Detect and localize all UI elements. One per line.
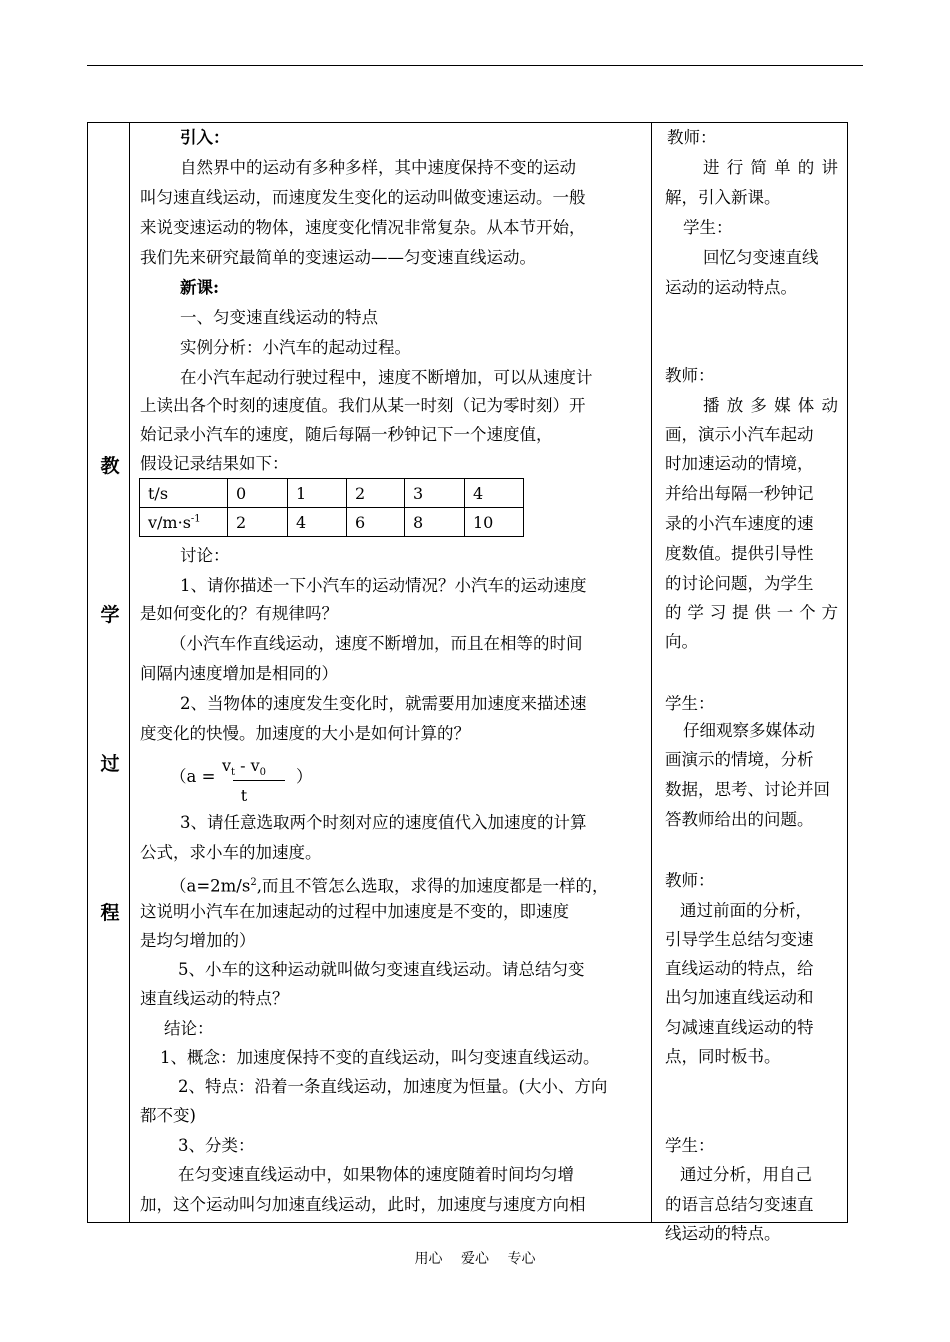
header-rule: [87, 65, 863, 66]
text-line: 出匀加速直线运动和: [665, 988, 814, 1007]
section-title: 一、匀变速直线运动的特点: [180, 308, 378, 327]
text-line: （$a=2m/s^2$,而且不管怎么选取，求得的加速度都是一样的，: [170, 876, 609, 896]
text-line: 间隔内速度增加是相同的）: [140, 664, 338, 683]
column-divider-right: [651, 122, 652, 1223]
text-line: 结论：: [164, 1019, 214, 1038]
text-line: 这说明小汽车在加速起动的过程中加速度是不变的，即速度: [140, 902, 569, 921]
role-label: 教师：: [665, 366, 715, 385]
text-line: 仔细观察多媒体动: [683, 721, 815, 740]
text-line: （小汽车作直线运动，速度不断增加，而且在相等的时间: [170, 634, 583, 653]
text-line: 录的小汽车速度的速: [665, 514, 814, 533]
text-line: 我们先来研究最简单的变速运动——匀变速直线运动。: [140, 248, 536, 267]
table-cell: t/s: [140, 479, 228, 508]
text-line: 点，同时板书。: [665, 1047, 781, 1066]
text-line: 自然界中的运动有多种多样，其中速度保持不变的运动: [180, 158, 576, 177]
text-line: 在小汽车起动行驶过程中，速度不断增加，可以从速度计: [180, 368, 593, 387]
text-line: 始记录小汽车的速度，随后每隔一秒钟记下一个速度值，: [140, 425, 553, 444]
table-cell: 3: [405, 479, 465, 508]
fraction-bar: [233, 780, 285, 781]
text-line: 上读出各个时刻的速度值。我们从某一时刻（记为零时刻）开: [140, 396, 586, 415]
text-line: 向。: [665, 632, 698, 651]
text-line: 通过前面的分析，: [680, 901, 812, 920]
text-line: 叫匀速直线运动，而速度发生变化的运动叫做变速运动。一般: [140, 188, 586, 207]
text-line: 实例分析：小汽车的起动过程。: [180, 338, 411, 357]
text-line: 速直线运动的特点？: [140, 989, 289, 1008]
side-label-char: 过: [100, 753, 120, 775]
role-label: 教师：: [667, 128, 717, 147]
text-line: 线运动的特点。: [665, 1224, 781, 1243]
text-line: 3、请任意选取两个时刻对应的速度值代入加速度的计算: [180, 813, 587, 832]
table-cell: 4: [465, 479, 524, 508]
text-line: 回忆匀变速直线: [703, 248, 819, 267]
text-line: 都不变): [140, 1106, 196, 1125]
velocity-data-table: [139, 478, 524, 537]
text-line: 是如何变化的？有规律吗？: [140, 604, 338, 623]
table-row: [140, 508, 524, 537]
table-cell: 2: [228, 508, 288, 537]
text-line: 播 放 多 媒 体 动: [703, 396, 838, 415]
side-label-char: 程: [100, 902, 120, 924]
role-label: 学生：: [665, 694, 715, 713]
table-cell: [140, 508, 228, 537]
text-line: 是均匀增加的）: [140, 931, 256, 950]
formula-numerator: $v_t - v_0$: [221, 756, 267, 779]
text-line: 运动的运动特点。: [665, 278, 797, 297]
formula-denominator: t: [240, 786, 248, 805]
intro-heading: 引入：: [180, 128, 230, 147]
table-cell: 8: [405, 508, 465, 537]
text-line: 数据，思考、讨论并回: [665, 780, 830, 799]
text-line: 2、特点：沿着一条直线运动，加速度为恒量。(大小、方向: [178, 1077, 608, 1096]
unit-label: v/m·s: [148, 512, 191, 532]
text-line: 度数值。提供引导性: [665, 544, 814, 563]
text-line: 并给出每隔一秒钟记: [665, 484, 814, 503]
side-label-char: 学: [100, 604, 120, 626]
text-line: 公式，求小车的加速度。: [140, 843, 322, 862]
table-row: [140, 479, 524, 508]
role-label: 学生：: [683, 218, 733, 237]
table-cell: 0: [228, 479, 288, 508]
text-line: 的语言总结匀变速直: [665, 1195, 814, 1214]
text-line: 画，演示小汽车起动: [665, 425, 814, 444]
text-line: 在匀变速直线运动中，如果物体的速度随着时间均匀增: [178, 1165, 574, 1184]
text-line: 度变化的快慢。加速度的大小是如何计算的？: [140, 724, 470, 743]
text-line: 5、小车的这种运动就叫做匀变速直线运动。请总结匀变: [178, 960, 585, 979]
formula-close: ）: [296, 767, 313, 786]
text-line: 解，引入新课。: [665, 188, 781, 207]
text-line: 假设记录结果如下：: [140, 454, 289, 473]
text-line: 画演示的情境，分析: [665, 750, 814, 769]
text-line: 引导学生总结匀变速: [665, 930, 814, 949]
text-line: 答教师给出的问题。: [665, 810, 814, 829]
text-line: 时加速运动的情境，: [665, 454, 814, 473]
role-label: 教师：: [665, 871, 715, 890]
table-cell: 4: [288, 508, 347, 537]
table-cell: 1: [288, 479, 347, 508]
text-line: 进 行 简 单 的 讲: [703, 158, 838, 177]
table-cell: 10: [465, 508, 524, 537]
text-line: 直线运动的特点，给: [665, 959, 814, 978]
table-cell: 6: [347, 508, 405, 537]
formula-open: （a =: [170, 767, 216, 786]
text-line: 来说变速运动的物体，速度变化情况非常复杂。从本节开始，: [140, 218, 586, 237]
text-line: 匀减速直线运动的特: [665, 1018, 814, 1037]
role-label: 学生：: [665, 1136, 715, 1155]
column-divider-left: [129, 122, 130, 1223]
text-line: 的讨论问题，为学生: [665, 574, 814, 593]
text-line: 1、概念：加速度保持不变的直线运动，叫匀变速直线运动。: [160, 1048, 600, 1067]
new-lesson-heading: 新课:: [180, 278, 220, 297]
text-line: 3、分类：: [178, 1136, 255, 1155]
text-line: 加，这个运动叫匀加速直线运动，此时，加速度与速度方向相: [140, 1195, 586, 1214]
text-line: 通过分析，用自己: [680, 1165, 812, 1184]
text-line: 讨论：: [180, 546, 230, 565]
table-cell: 2: [347, 479, 405, 508]
text-line: 的 学 习 提 供 一 个 方: [665, 603, 838, 622]
page-footer: 用心 爱心 专心: [414, 1251, 536, 1267]
unit-exponent: -1: [190, 513, 201, 525]
text-line: 2、当物体的速度发生变化时，就需要用加速度来描述速: [180, 694, 587, 713]
text-line: 1、请你描述一下小汽车的运动情况？小汽车的运动速度: [180, 576, 587, 595]
side-label-char: 教: [100, 455, 120, 477]
